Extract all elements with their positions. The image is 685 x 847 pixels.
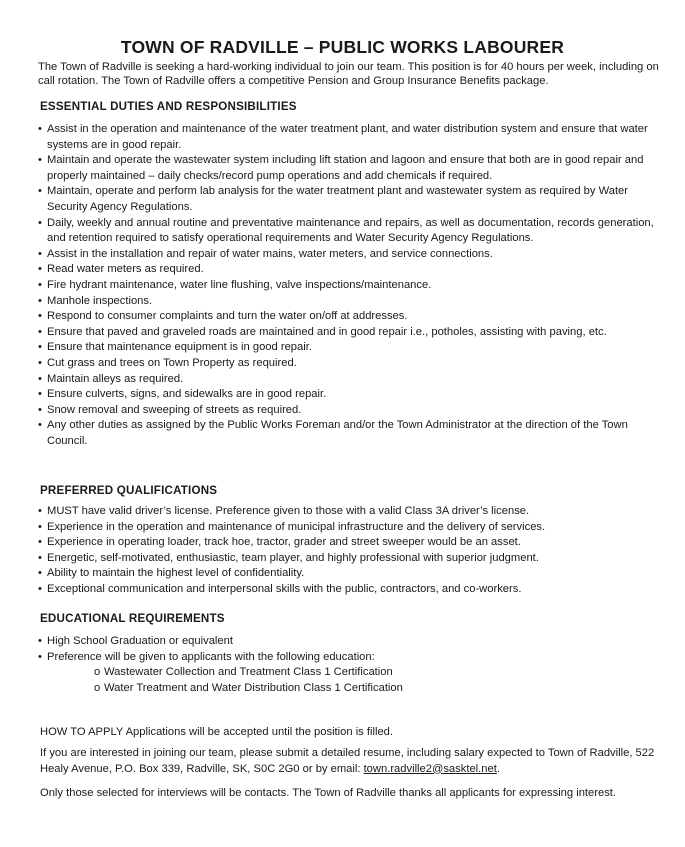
sub-list-item: o Wastewater Collection and Treatment Class 1 Certification <box>94 665 668 681</box>
list-item: • Ability to maintain the highest level of confidentiality. <box>38 566 668 582</box>
list-item: • Fire hydrant maintenance, water line flushing, valve inspections/maintenance. <box>38 278 668 294</box>
list-item: • Ensure culverts, signs, and sidewalks are in good repair. <box>38 387 668 403</box>
list-item: • Manhole inspections. <box>38 294 668 310</box>
list-item: • Energetic, self-motivated, enthusiastic, team player, and highly professional with superior judgment. <box>38 551 668 567</box>
qualifications-heading: PREFERRED QUALIFICATIONS <box>40 484 218 497</box>
apply-details <box>40 746 670 777</box>
duties-heading: ESSENTIAL DUTIES AND RESPONSIBILITIES <box>40 100 297 113</box>
education-list <box>38 634 668 696</box>
duties-list <box>38 122 668 449</box>
list-item: • Respond to consumer complaints and turn the water on/off at addresses. <box>38 309 668 325</box>
list-item: • Read water meters as required. <box>38 262 668 278</box>
list-item: • Snow removal and sweeping of streets as required. <box>38 403 668 419</box>
intro-paragraph: The Town of Radville is seeking a hard-working individual to join our team. This position is for 40 hours per week, including on call rotation. The Town of Radville offers a competitive Pension and Group Insurance Benefits package. <box>38 61 659 87</box>
list-item: • Ensure that maintenance equipment is in good repair. <box>38 340 668 356</box>
page-title: TOWN OF RADVILLE – PUBLIC WORKS LABOURER <box>120 37 565 57</box>
list-item: • Any other duties as assigned by the Public Works Foreman and/or the Town Administrator at the direction of the Town Council. <box>38 418 668 449</box>
apply-details-text: If you are interested in joining our team, please submit a detailed resume, including salary expected to Town of Radville, 522 Healy Avenue, P.O. Box 339, Radville, SK, S0C 2G0 or by email: <box>40 747 655 775</box>
list-item: • Maintain and operate the wastewater system including lift station and lagoon and ensure that both are in good repair and properly maintained – daily checks/record pump operations and add chemicals if required. <box>38 153 668 184</box>
list-item: • Experience in the operation and maintenance of municipal infrastructure and the delivery of services. <box>38 520 668 536</box>
list-item: • MUST have valid driver’s license. Preference given to those with a valid Class 3A driver’s license. <box>38 504 668 520</box>
qualifications-list <box>38 504 668 598</box>
apply-details-end: . <box>496 762 500 775</box>
list-item: • Maintain alleys as required. <box>38 372 668 388</box>
list-item-text: Preference will be given to applicants with the following education: <box>47 650 375 663</box>
list-item: • Ensure that paved and graveled roads are maintained and in good repair i.e., potholes, assisting with paving, etc. <box>38 325 668 341</box>
list-item: • Maintain, operate and perform lab analysis for the water treatment plant and wastewater system as required by Water Security Agency Regulations. <box>38 184 668 215</box>
education-heading: EDUCATIONAL REQUIREMENTS <box>40 612 225 625</box>
list-item: • Assist in the operation and maintenance of the water treatment plant, and water distribution system and ensure that water systems are in good repair. <box>38 122 668 153</box>
education-sublist <box>47 665 668 696</box>
closing-note: Only those selected for interviews will be contacts. The Town of Radville thanks all applicants for expressing interest. <box>40 787 617 799</box>
list-item: • Daily, weekly and annual routine and preventative maintenance and repairs, as well as documentation, records generation, and retention required to satisfy operational requirements and Water Security Agency Regulations. <box>38 216 668 247</box>
list-item: • Assist in the installation and repair of water mains, water meters, and service connections. <box>38 247 668 263</box>
list-item: • Experience in operating loader, track hoe, tractor, grader and street sweeper would be an asset. <box>38 535 668 551</box>
list-item: • Exceptional communication and interpersonal skills with the public, contractors, and co-workers. <box>38 582 668 598</box>
list-item <box>38 650 668 697</box>
email-link[interactable]: town.radville2@sasktel.net <box>363 762 497 775</box>
list-item: • Cut grass and trees on Town Property as required. <box>38 356 668 372</box>
list-item: • High School Graduation or equivalent <box>38 634 668 650</box>
sub-list-item: o Water Treatment and Water Distribution Class 1 Certification <box>94 681 668 697</box>
how-to-apply: HOW TO APPLY Applications will be accepted until the position is filled. <box>40 726 394 738</box>
